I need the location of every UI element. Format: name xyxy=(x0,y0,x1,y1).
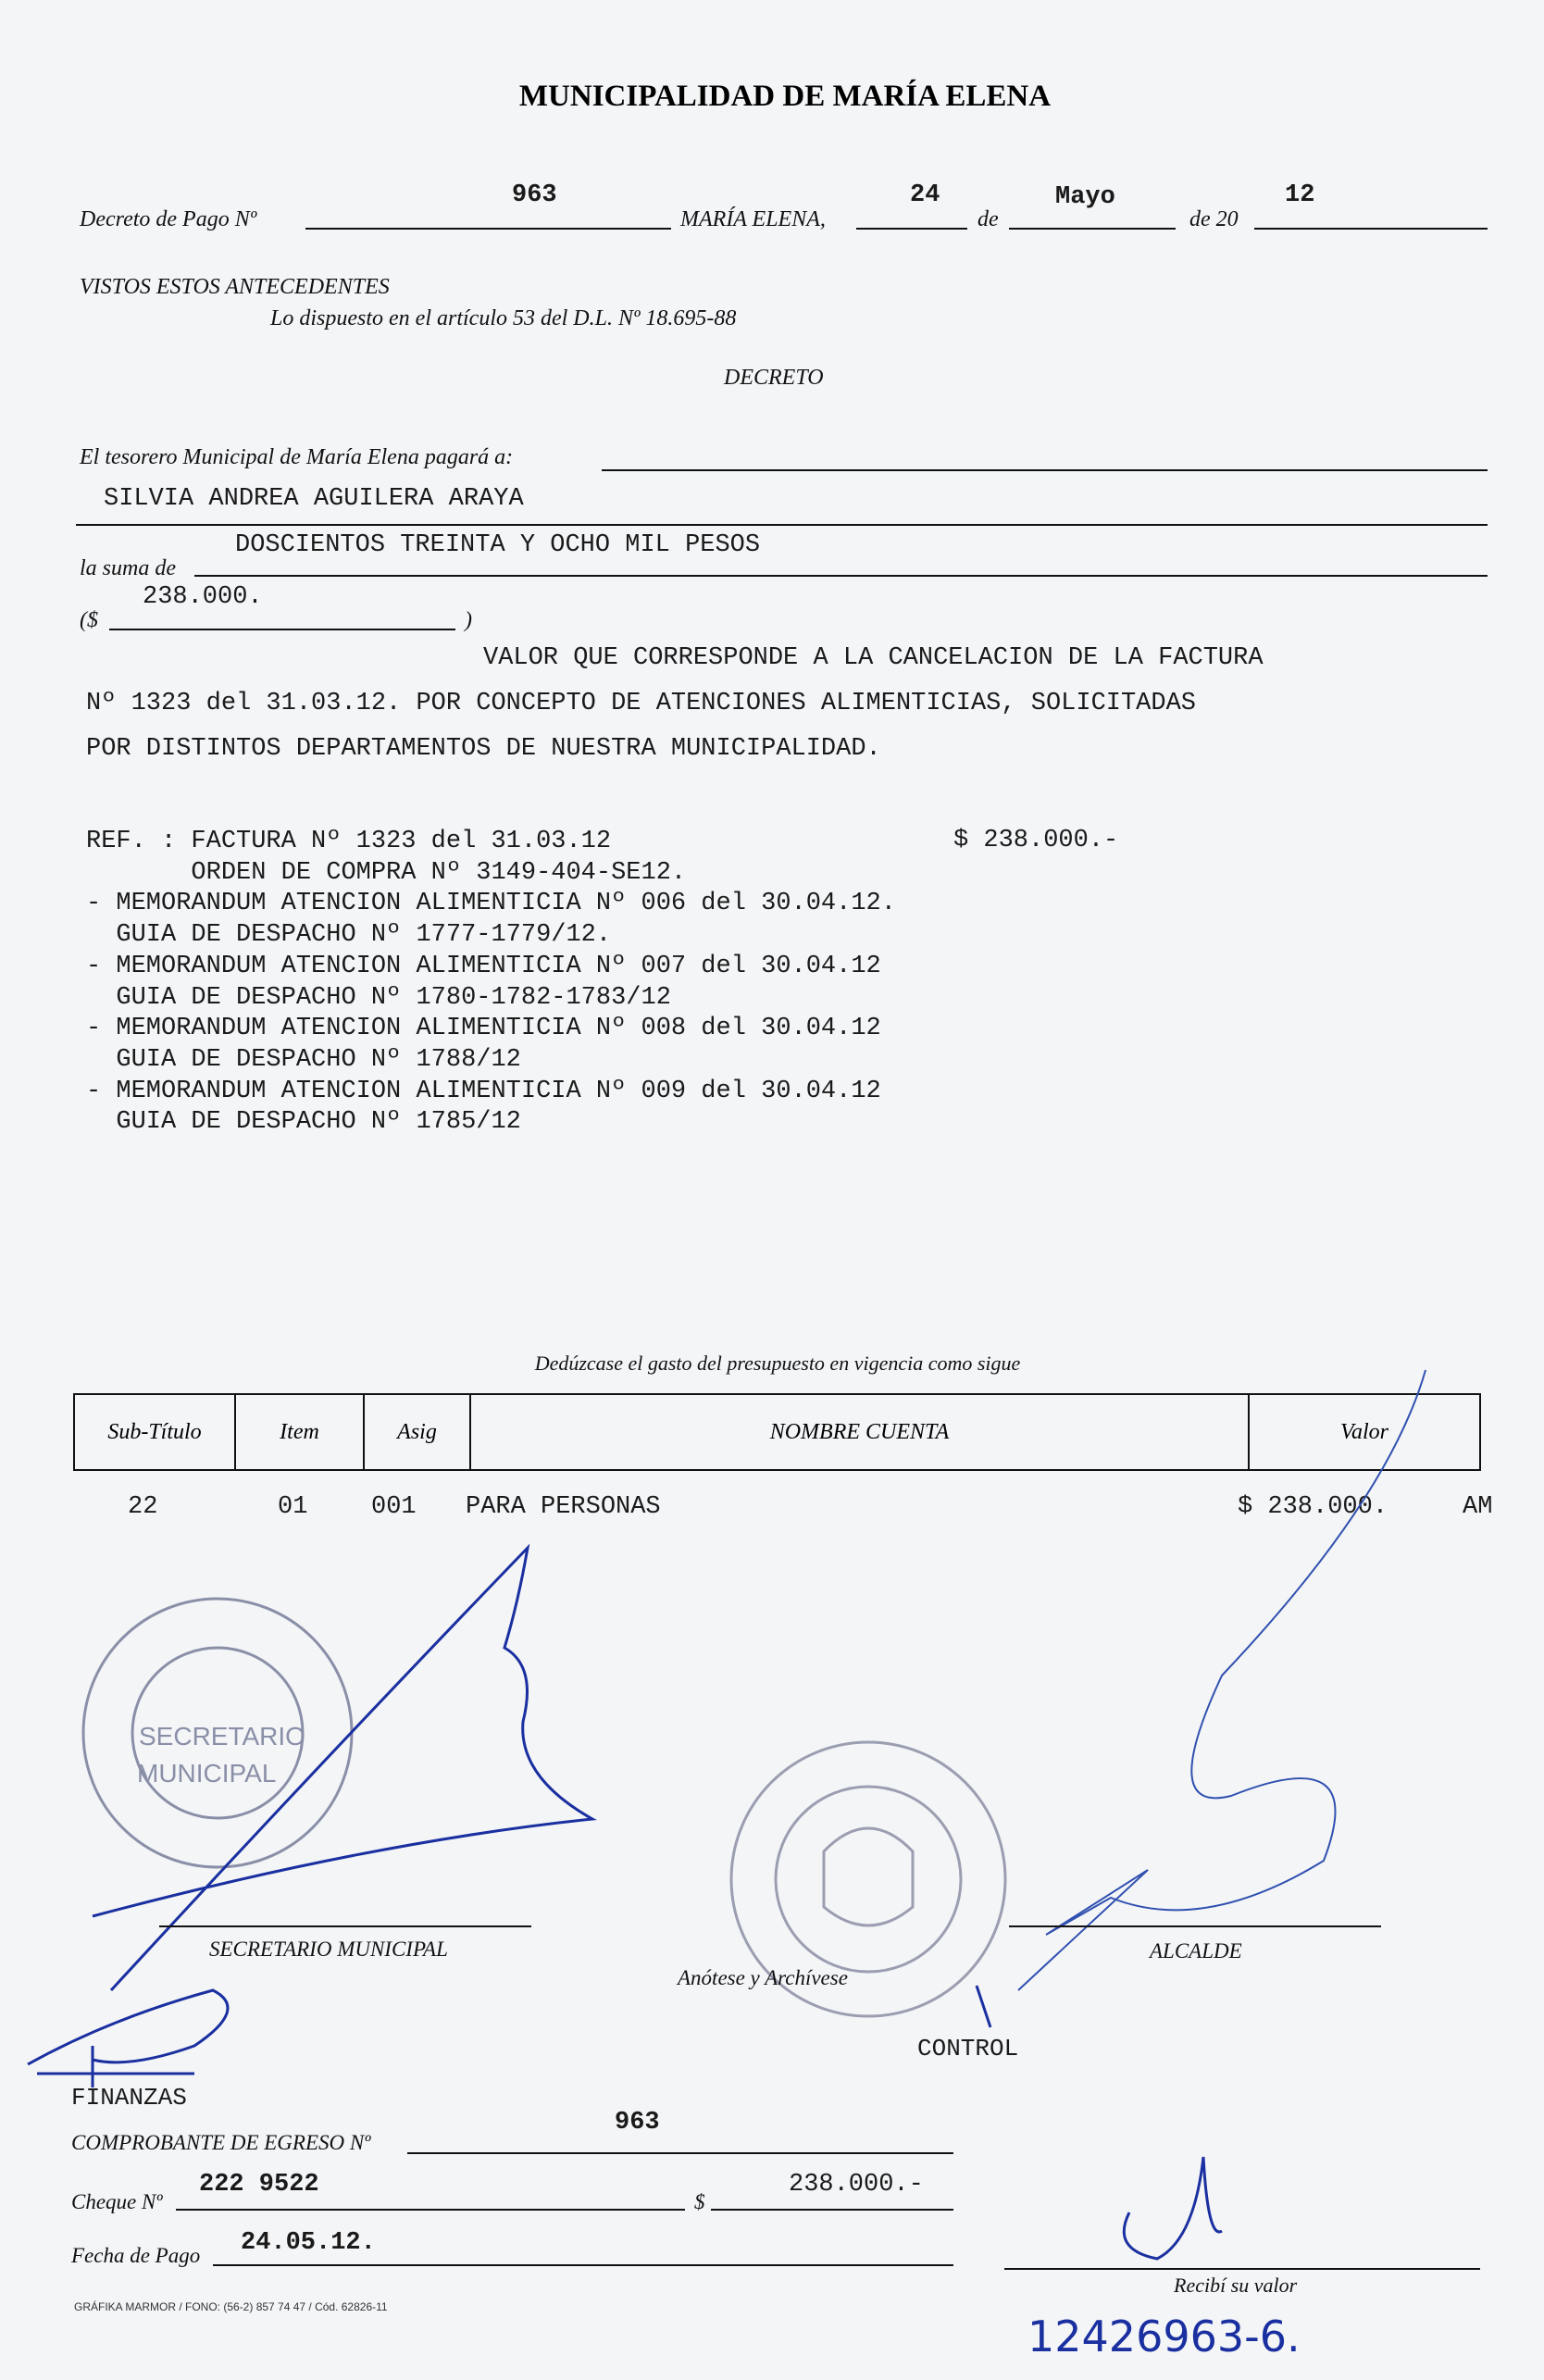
amount-words: DOSCIENTOS TREINTA Y OCHO MIL PESOS xyxy=(235,531,761,559)
concepto-line-2: Nº 1323 del 31.03.12. POR CONCEPTO DE ATENCIONES ALIMENTICIAS, SOLICITADAS xyxy=(86,690,1196,717)
ref-amount: $ 238.000.- xyxy=(953,827,1119,854)
cheque-line xyxy=(176,2209,685,2211)
reference-line: GUIA DE DESPACHO Nº 1780-1782-1783/12 xyxy=(86,983,671,1012)
reference-line: - MEMORANDUM ATENCION ALIMENTICIA Nº 007 del 30.04.12 xyxy=(86,952,881,980)
cheque-number: 222 9522 xyxy=(199,2171,319,2199)
reference-line: - MEMORANDUM ATENCION ALIMENTICIA Nº 008 del 30.04.12 xyxy=(86,1015,881,1043)
header-subtitulo: Sub-Título xyxy=(73,1393,236,1471)
day: 24 xyxy=(910,181,940,209)
suma-label: la suma de xyxy=(80,556,176,580)
row-asig: 001 xyxy=(371,1493,417,1521)
reference-line: GUIA DE DESPACHO Nº 1785/12 xyxy=(86,1108,521,1137)
recibi-label: Recibí su valor xyxy=(1174,2274,1298,2297)
svg-text:MUNICIPAL: MUNICIPAL xyxy=(137,1759,277,1788)
dollar-label: $ xyxy=(694,2190,705,2213)
handwritten-note: 12426963-6. xyxy=(1027,2311,1301,2361)
fecha-value: 24.05.12. xyxy=(241,2229,376,2257)
header-asig: Asig xyxy=(363,1393,471,1471)
secretario-line xyxy=(159,1925,531,1927)
tesorero-label: El tesorero Municipal de María Elena pagará a: xyxy=(80,445,514,469)
row-nombre: PARA PERSONAS xyxy=(466,1493,661,1521)
control-label: CONTROL xyxy=(917,2035,1019,2062)
fecha-line xyxy=(213,2264,953,2266)
page-title: MUNICIPALIDAD DE MARÍA ELENA xyxy=(518,80,1052,113)
decreto-number: 963 xyxy=(512,181,557,209)
alcalde-label: ALCALDE xyxy=(1150,1939,1242,1963)
reference-line: ORDEN DE COMPRA Nº 3149-404-SE12. xyxy=(86,858,687,887)
currency-open: ($ xyxy=(80,608,98,632)
de-20-label: de 20 xyxy=(1189,207,1239,231)
cheque-amount-line xyxy=(711,2209,953,2211)
cheque-amount: 238.000.- xyxy=(789,2171,924,2199)
reference-line: - MEMORANDUM ATENCION ALIMENTICIA Nº 006 del 30.04.12. xyxy=(86,890,896,918)
row-suffix: AM xyxy=(1463,1493,1493,1521)
decreto-heading: DECRETO xyxy=(724,366,824,390)
alcalde-line xyxy=(1009,1925,1381,1927)
printer-footer: GRÁFIKA MARMOR / FONO: (56-2) 857 74 47 / Cód. 62826-11 xyxy=(74,2300,388,2313)
reference-line: - MEMORANDUM ATENCION ALIMENTICIA Nº 009 del 30.04.12 xyxy=(86,1077,881,1105)
anotese-label: Anótese y Archívese xyxy=(678,1966,848,1989)
header-valor: Valor xyxy=(1248,1393,1481,1471)
comprobante-line xyxy=(407,2152,953,2154)
row-subtitulo: 22 xyxy=(128,1493,158,1521)
vistos-heading: VISTOS ESTOS ANTECEDENTES xyxy=(80,275,390,299)
recibi-line xyxy=(1004,2268,1480,2270)
finanzas-signature xyxy=(28,1990,228,2087)
secretario-label: SECRETARIO MUNICIPAL xyxy=(209,1938,448,1961)
concepto-line-1: VALOR QUE CORRESPONDE A LA CANCELACION DE LA FACTURA xyxy=(483,644,1264,672)
concepto-line-3: POR DISTINTOS DEPARTAMENTOS DE NUESTRA MUNICIPALIDAD. xyxy=(86,735,881,763)
header-item: Item xyxy=(234,1393,365,1471)
fecha-label: Fecha de Pago xyxy=(71,2244,201,2267)
comprobante-label: COMPROBANTE DE EGRESO Nº xyxy=(71,2131,371,2154)
cheque-label: Cheque Nº xyxy=(71,2190,163,2213)
row-item: 01 xyxy=(278,1493,308,1521)
reference-line: GUIA DE DESPACHO Nº 1788/12 xyxy=(86,1045,521,1074)
month: Mayo xyxy=(1055,183,1115,211)
vistos-text: Lo dispuesto en el artículo 53 del D.L. Nº 18.695-88 xyxy=(270,306,737,330)
amount: 238.000. xyxy=(143,583,263,611)
row-valor: $ 238.000. xyxy=(1238,1493,1388,1521)
recibi-signature xyxy=(1124,2157,1222,2259)
budget-caption: Dedúzcase el gasto del presupuesto en vigencia como sigue xyxy=(534,1352,1021,1375)
de-label: de xyxy=(977,207,999,231)
comprobante-number: 963 xyxy=(615,2109,660,2137)
finanzas-label: FINANZAS xyxy=(71,2084,187,2112)
secretario-stamp xyxy=(83,1599,352,1867)
payee: SILVIA ANDREA AGUILERA ARAYA xyxy=(104,485,524,513)
header-nombre-cuenta: NOMBRE CUENTA xyxy=(469,1393,1250,1471)
svg-text:SECRETARIO: SECRETARIO xyxy=(139,1722,305,1751)
place-label: MARÍA ELENA, xyxy=(680,207,826,231)
reference-line: REF. : FACTURA Nº 1323 del 31.03.12 xyxy=(86,828,612,855)
year: 12 xyxy=(1285,181,1315,209)
alcalde-signature xyxy=(1018,1370,1426,1990)
decreto-label: Decreto de Pago Nº xyxy=(80,207,257,231)
currency-close: ) xyxy=(465,608,472,632)
reference-line: GUIA DE DESPACHO Nº 1777-1779/12. xyxy=(86,921,612,950)
